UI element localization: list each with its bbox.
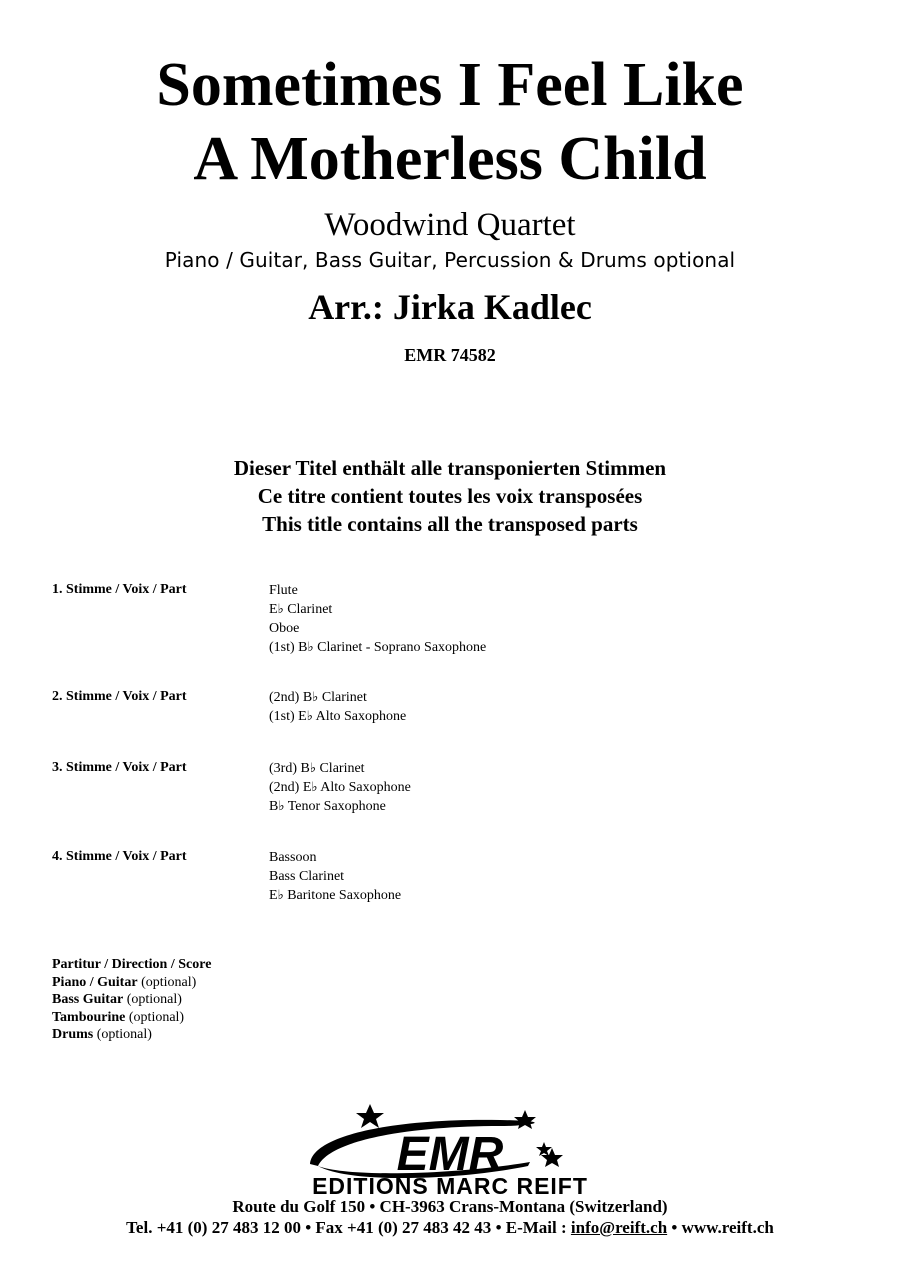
arranger: Arr.: Jirka Kadlec — [308, 287, 592, 327]
emr-logo — [200, 1104, 700, 1202]
part-4-instruments — [269, 848, 401, 905]
instrument-item: E♭ Baritone Saxophone — [269, 887, 402, 903]
notice-german: Dieser Titel enthält alle transponierten Stimmen — [233, 456, 667, 480]
fax: Fax +41 (0) 27 483 42 43 — [315, 1218, 492, 1237]
notice-french: Ce titre contient toutes les voix transposées — [257, 484, 643, 508]
part-1-instruments — [269, 581, 486, 657]
instrument-item: Bassoon — [269, 850, 317, 865]
star-icon — [356, 1104, 384, 1128]
separator: • — [495, 1218, 502, 1237]
part-2-label: 2. Stimme / Voix / Part — [52, 689, 187, 704]
extra-item: Bass Guitar (optional) — [52, 992, 182, 1007]
part-1-label: 1. Stimme / Voix / Part — [52, 582, 187, 597]
extra-item: Piano / Guitar (optional) — [52, 974, 197, 990]
star-icon — [514, 1110, 536, 1129]
website-link[interactable]: www.reift.ch — [681, 1218, 774, 1237]
instrument-item: (1st) E♭ Alto Saxophone — [269, 708, 407, 724]
publisher-contact — [0, 1217, 900, 1239]
instrument-item: (2nd) B♭ Clarinet — [269, 689, 367, 705]
part-3-label: 3. Stimme / Voix / Part — [52, 760, 187, 775]
instrument-item: Flute — [269, 583, 298, 598]
title-line-2: A Motherless Child — [193, 125, 707, 193]
catalog-number: EMR 74582 — [404, 345, 496, 365]
separator: • — [671, 1218, 678, 1237]
logo-emr-text: EMR — [396, 1128, 504, 1181]
instrumentation-note: Piano / Guitar, Bass Guitar, Percussion & Drums optional — [164, 248, 736, 272]
notice-english: This title contains all the transposed parts — [262, 512, 638, 536]
extra-item: Tambourine (optional) — [52, 1009, 185, 1025]
email-link[interactable]: info@reift.ch — [570, 1218, 668, 1237]
instrument-item: (3rd) B♭ Clarinet — [269, 760, 365, 776]
ensemble-subtitle: Woodwind Quartet — [324, 207, 576, 243]
instrument-item: Bass Clarinet — [269, 869, 345, 884]
instrument-item: (2nd) E♭ Alto Saxophone — [269, 779, 411, 795]
instrument-item: B♭ Tenor Saxophone — [269, 798, 386, 814]
separator: • — [305, 1218, 312, 1237]
part-4-label: 4. Stimme / Voix / Part — [52, 849, 187, 864]
instrument-item: (1st) B♭ Clarinet - Soprano Saxophone — [269, 639, 487, 655]
extra-item: Drums (optional) — [52, 1027, 152, 1042]
telephone: Tel. +41 (0) 27 483 12 00 — [126, 1218, 301, 1237]
part-2-instruments — [269, 688, 406, 726]
part-3-instruments — [269, 759, 411, 816]
publisher-address: Route du Golf 150 • CH-3963 Crans-Montana (Switzerland) — [232, 1197, 668, 1216]
instrument-item: E♭ Clarinet — [269, 601, 333, 617]
publisher-name: EDITIONS MARC REIFT — [312, 1173, 588, 1199]
extra-item: Partitur / Direction / Score — [52, 957, 212, 972]
instrument-item: Oboe — [269, 621, 300, 636]
title-line-1: Sometimes I Feel Like — [156, 51, 744, 119]
email-label: E-Mail : — [505, 1218, 567, 1237]
additional-parts-list — [52, 956, 211, 1044]
transposed-parts-notice — [0, 454, 900, 538]
